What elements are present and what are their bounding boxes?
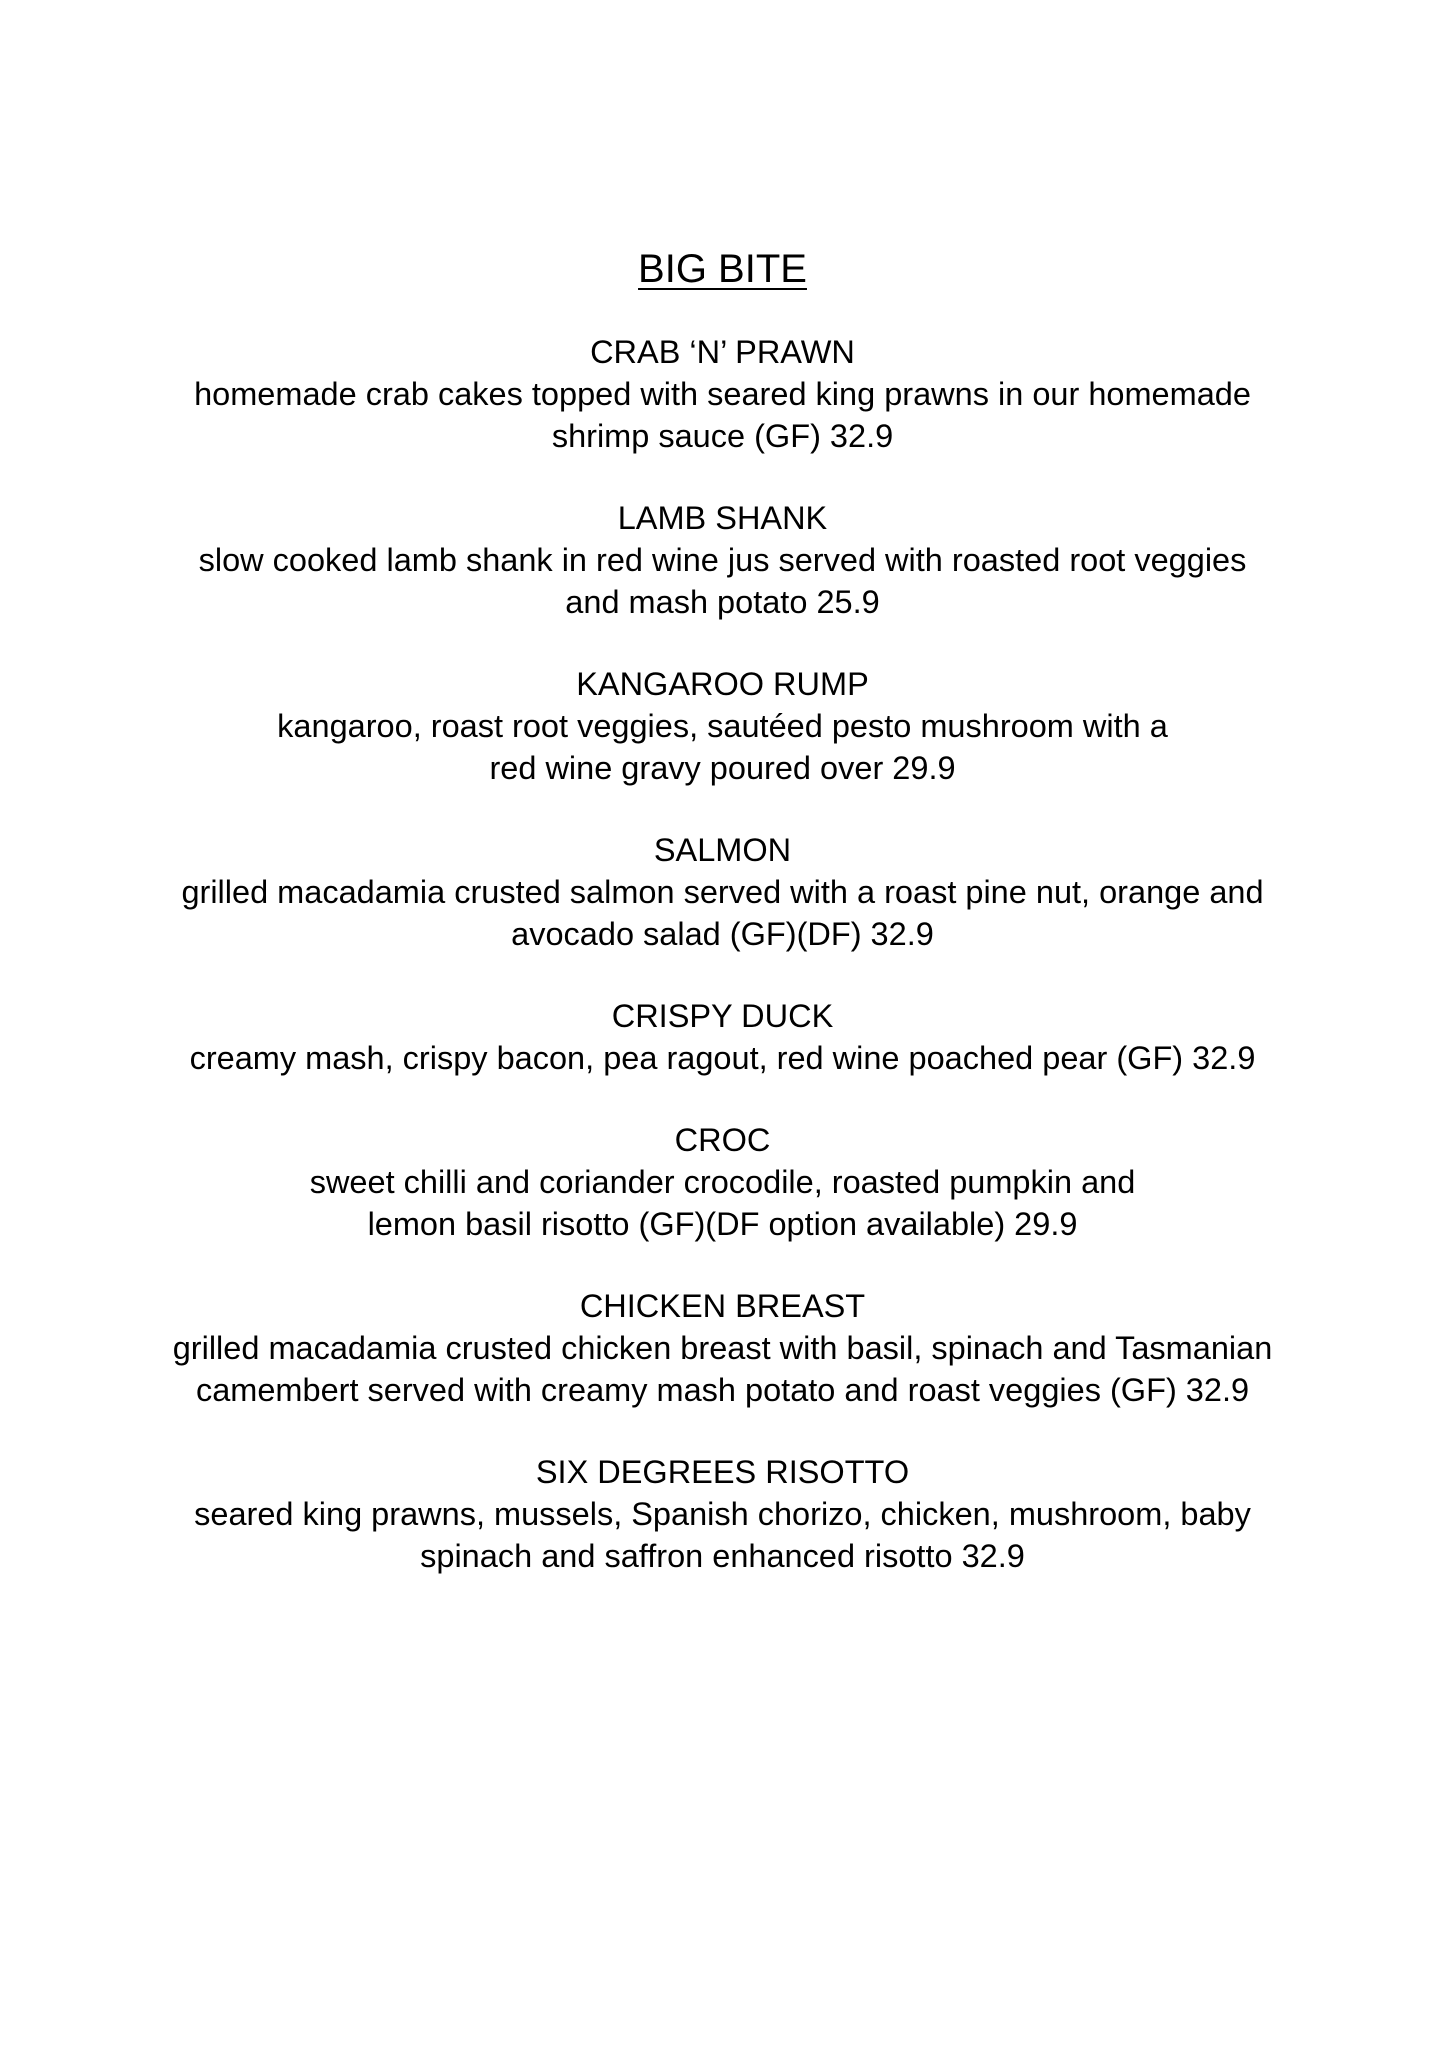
menu-item-description: slow cooked lamb shank in red wine jus served with roasted root veggies bbox=[198, 542, 1247, 578]
menu-item-name: CHICKEN BREAST bbox=[579, 1288, 866, 1324]
menu-item-description: seared king prawns, mussels, Spanish chorizo, chicken, mushroom, baby bbox=[194, 1496, 1251, 1532]
menu-item bbox=[0, 663, 1445, 789]
menu-page bbox=[0, 244, 1445, 1617]
menu-item bbox=[0, 829, 1445, 955]
menu-item-name: CROC bbox=[674, 1122, 771, 1158]
menu-section-title: BIG BITE bbox=[638, 247, 807, 291]
menu-item-name: SIX DEGREES RISOTTO bbox=[535, 1454, 910, 1490]
menu-item-description: spinach and saffron enhanced risotto 32.9 bbox=[420, 1538, 1025, 1574]
menu-item-description: red wine gravy poured over 29.9 bbox=[489, 750, 956, 786]
menu-item-name: CRISPY DUCK bbox=[611, 998, 834, 1034]
menu-item-description: creamy mash, crispy bacon, pea ragout, red wine poached pear (GF) 32.9 bbox=[189, 1040, 1256, 1076]
menu-item-name: SALMON bbox=[653, 832, 792, 868]
menu-item-description: lemon basil risotto (GF)(DF option available) 29.9 bbox=[367, 1206, 1078, 1242]
menu-item-description: shrimp sauce (GF) 32.9 bbox=[551, 418, 894, 454]
menu-item bbox=[0, 497, 1445, 623]
menu-item-description: grilled macadamia crusted salmon served with a roast pine nut, orange and bbox=[181, 874, 1264, 910]
menu-item-description: avocado salad (GF)(DF) 32.9 bbox=[511, 916, 934, 952]
menu-item-description: homemade crab cakes topped with seared king prawns in our homemade bbox=[194, 376, 1251, 412]
menu-item bbox=[0, 331, 1445, 457]
menu-item-description: sweet chilli and coriander crocodile, roasted pumpkin and bbox=[309, 1164, 1136, 1200]
menu-item-name: KANGAROO RUMP bbox=[576, 666, 869, 702]
menu-item bbox=[0, 1119, 1445, 1245]
menu-item bbox=[0, 1285, 1445, 1411]
menu-item-name: CRAB ‘N’ PRAWN bbox=[590, 334, 855, 370]
menu-item-description: camembert served with creamy mash potato and roast veggies (GF) 32.9 bbox=[195, 1372, 1250, 1408]
menu-item-description: kangaroo, roast root veggies, sautéed pesto mushroom with a bbox=[277, 708, 1168, 744]
menu-item-description: and mash potato 25.9 bbox=[565, 584, 880, 620]
menu-item-description: grilled macadamia crusted chicken breast with basil, spinach and Tasmanian bbox=[172, 1330, 1273, 1366]
menu-item-list bbox=[0, 331, 1445, 1577]
menu-item bbox=[0, 995, 1445, 1079]
menu-item bbox=[0, 1451, 1445, 1577]
menu-item-name: LAMB SHANK bbox=[617, 500, 828, 536]
